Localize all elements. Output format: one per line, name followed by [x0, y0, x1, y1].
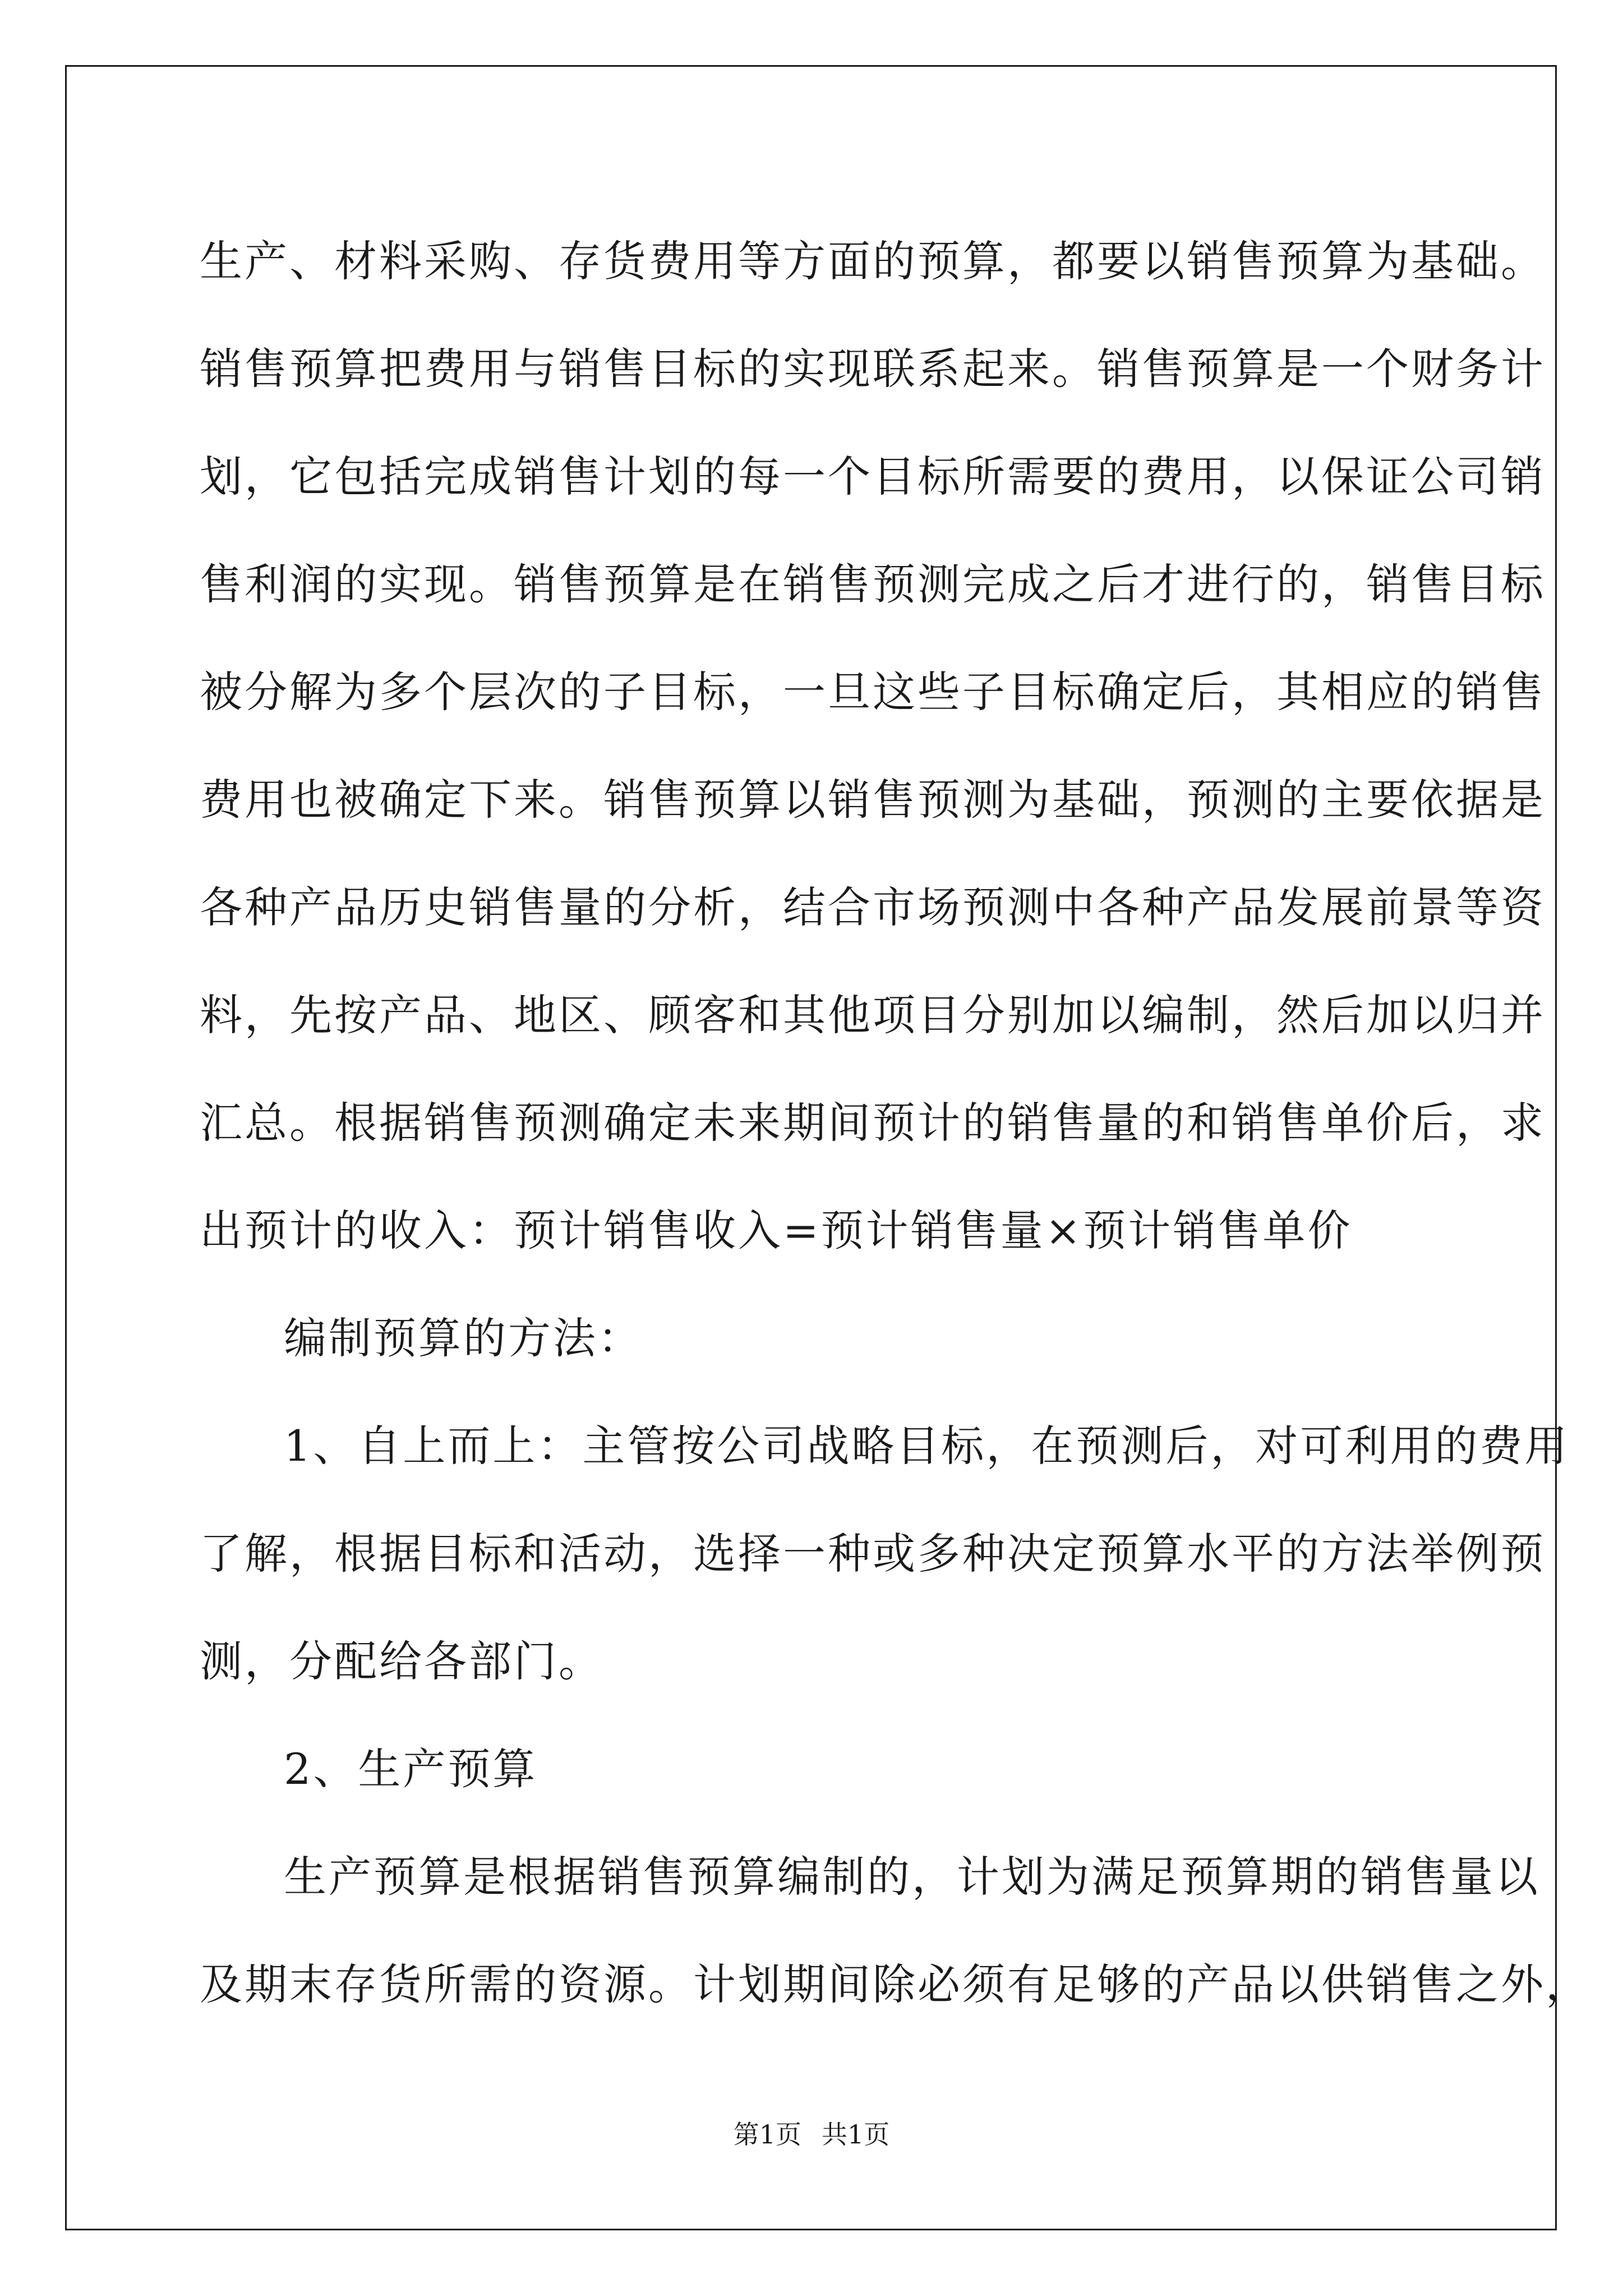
- text-line: 测，分配给各部门。: [200, 1636, 603, 1686]
- text-line: 售利润的实现。销售预算是在销售预测完成之后才进行的，销售目标: [200, 559, 1546, 609]
- text-line: 料，先按产品、地区、顾客和其他项目分别加以编制，然后加以归并: [200, 990, 1546, 1040]
- page-number: 第1页: [733, 2119, 801, 2150]
- text-line: 了解，根据目标和活动，选择一种或多种决定预算水平的方法举例预: [200, 1529, 1546, 1579]
- text-line: 被分解为多个层次的子目标，一旦这些子目标确定后，其相应的销售: [200, 667, 1546, 717]
- text-line: 1、自上而上：主管按公司战略目标，在预测后，对可利用的费用: [284, 1421, 1570, 1471]
- page-footer: [0, 2118, 1623, 2151]
- section-heading: 编制预算的方法：: [284, 1313, 643, 1363]
- document-body: [200, 208, 1590, 2039]
- section-heading: 2、生产预算: [284, 1744, 538, 1794]
- text-line: 各种产品历史销售量的分析，结合市场预测中各种产品发展前景等资: [200, 882, 1546, 932]
- text-line: 费用也被确定下来。销售预算以销售预测为基础，预测的主要依据是: [200, 775, 1546, 825]
- text-line: 生产预算是根据销售预算编制的，计划为满足预算期的销售量以: [284, 1852, 1540, 1902]
- page-total: 共1页: [822, 2119, 890, 2150]
- text-line: 出预计的收入：预计销售收入=预计销售量×预计销售单价: [200, 1205, 1353, 1255]
- text-line: 汇总。根据销售预测确定未来期间预计的销售量的和销售单价后，求: [200, 1098, 1546, 1148]
- text-line: 及期末存货所需的资源。计划期间除必须有足够的产品以供销售之外，: [200, 1959, 1590, 2009]
- text-line: 划，它包括完成销售计划的每一个目标所需要的费用，以保证公司销: [200, 452, 1546, 501]
- text-line: 生产、材料采购、存货费用等方面的预算，都要以销售预算为基础。: [200, 236, 1546, 286]
- text-line: 销售预算把费用与销售目标的实现联系起来。销售预算是一个财务计: [200, 344, 1546, 394]
